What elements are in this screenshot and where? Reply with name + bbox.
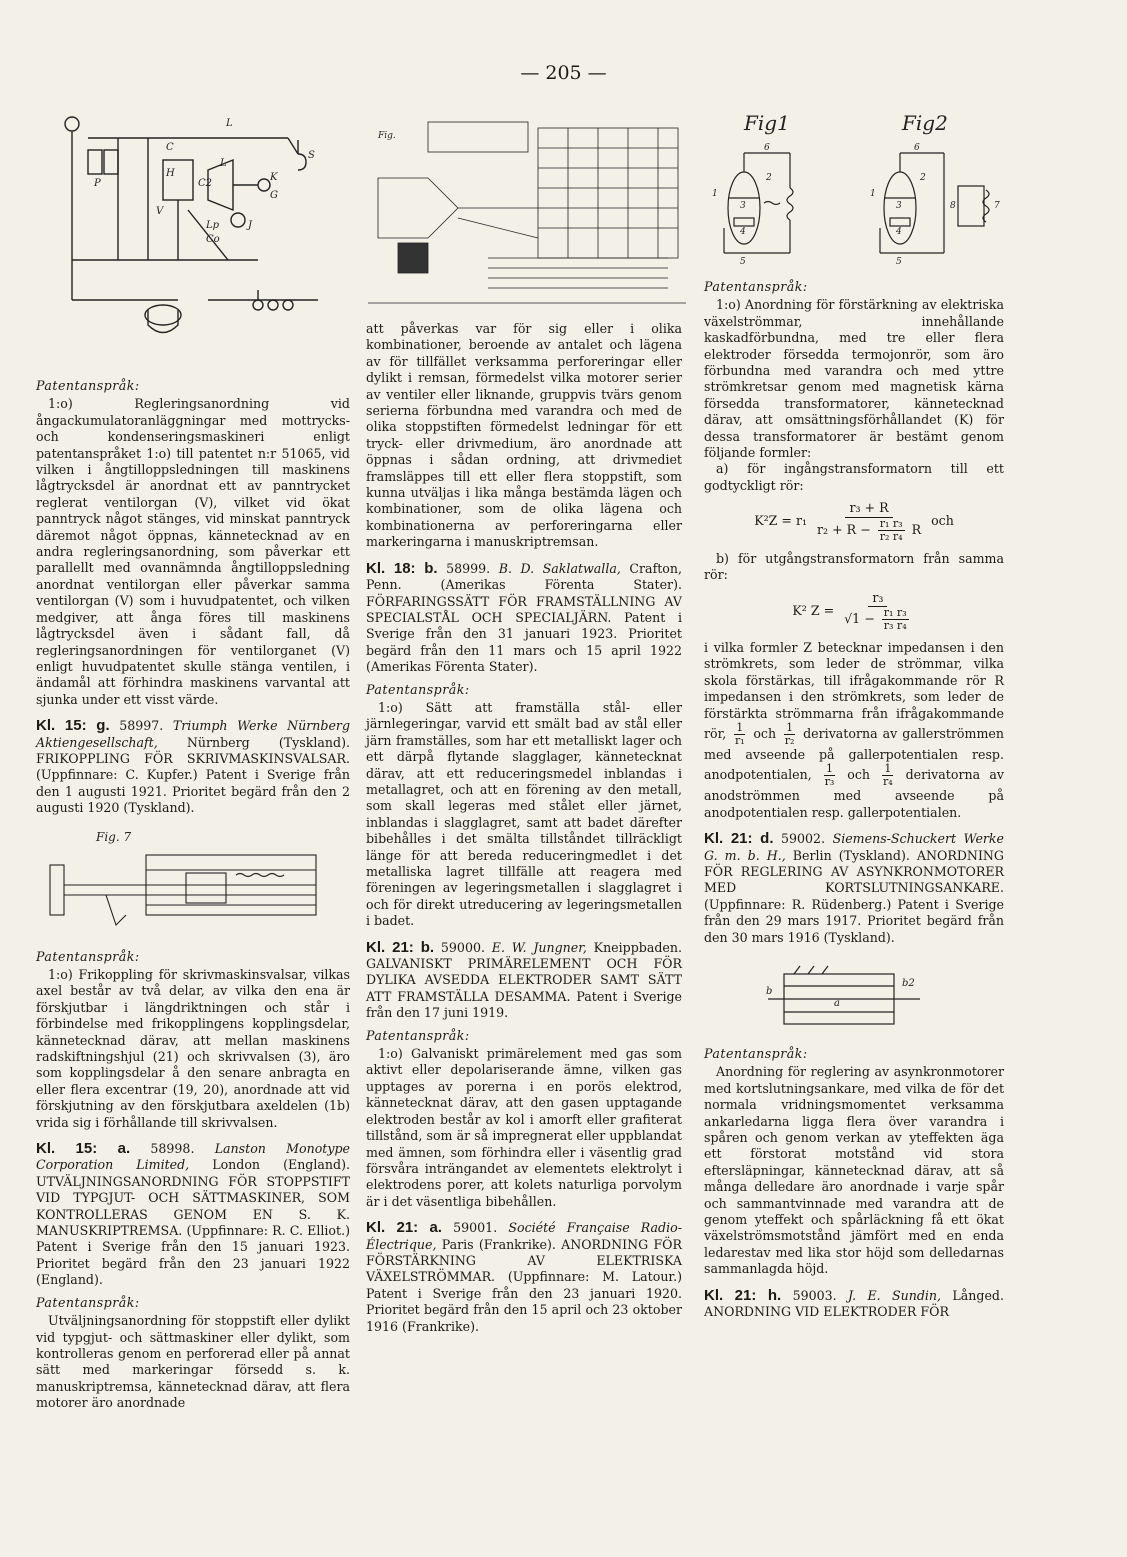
fig1-label-K: K [270,172,278,183]
fig1-num-1: 1 [712,189,718,199]
frac2-den: r₂ [784,733,795,747]
formula-a-R: R [911,521,922,537]
fig7-label: Fig. 7 [96,829,132,844]
frac1-num: 1 [736,720,744,734]
patent-class: Kl. 15: a. [36,1140,131,1158]
fig1-label-L2: L [220,158,227,169]
formula-a-inner-num: r₁ r₃ [879,516,903,530]
frac3-num: 1 [826,762,834,776]
formula-a-fraction [813,500,925,542]
column-1 [36,372,350,1412]
fig1-num-6: 6 [764,143,770,153]
claim-heading: Patentanspråk: [36,948,140,964]
claim-text: 1:o) Anordning för förstärkning av elektriska växelströmmar, innehållande kaskadförbundna, med tre eller flera elektroder försedda termojonrör, som äro förbundna med varandra och med yttre strömkretsar genom med magnetisk kärna försedda transformatorer, kännetecknad därav, att omsättningsförhållandet (K) för dessa transformatorer är bestämt genom följande formler: [704,297,1004,461]
formula-b-denominator [840,607,915,632]
fig1-label-P: P [94,178,101,189]
patent-number: 59000. [440,939,485,955]
fig1-num-5: 5 [740,257,746,266]
patent-applicant: E. W. Jungner, [491,939,587,955]
fig2-num-3: 3 [896,201,902,211]
formula-a-den-left: r₂ + R − [817,521,871,537]
fig1-num-2: 2 [766,173,772,183]
explanation-part-3: derivatorna av anodströmmen med avseende på anodpotentialen resp. gallerpotentialen. [704,767,1004,820]
patent-class: Kl. 21: d. [704,830,774,848]
column-2 [366,321,682,1335]
patent-class: Kl. 18: b. [366,559,438,577]
patent-details: Paris (Frankrike). ANORDNING FÖR FÖRSTÄRKNING AV ELEKTRISKA VÄXELSTRÖMMAR. (Uppfinnare: M. Latour.) Patent i Sverige från den 23 januari 1920. Prioritet begärd från den 15 april och 23 oktober 1916 (Frankrike). [366,1236,682,1334]
fraction-1-r4 [882,763,893,788]
patent-applicant: Siemens-Schuckert Werke G. m. b. H., [704,831,1004,863]
formula-a-intro: a) för ingångstransformatorn till ett godtyckligt rör: [704,461,1004,493]
patent-applicant: B. D. Saklatwalla, [498,560,621,576]
patent-number: 58998. [150,1141,195,1157]
formula-a-inner-fraction [878,518,905,543]
fraction-1-r1 [734,722,745,747]
patent-entry [704,1288,1004,1321]
fig1-label-C: C [166,142,174,153]
fig-rotor-label-b: b [766,986,773,997]
frac1-den: r₁ [734,733,745,747]
fig1-label-Lp: Lp [206,220,220,231]
patent-number: 59001. [453,1220,498,1236]
formula-a-denominator [813,518,925,543]
formula-a-och: och [931,513,954,529]
explanation-part-2: derivatorna av gallerströmmen med avseende på gallerpotentialen resp. anodpotentialen, [704,725,1004,783]
patent-class: Kl. 21: h. [704,1286,782,1304]
fig2-num-8: 8 [950,201,956,211]
fig2-title: Fig2 [902,111,948,135]
fig1-label-G: G [270,190,278,201]
fig2-num-2: 2 [920,173,926,183]
patent-applicant: J. E. Sundin, [848,1287,942,1303]
patent-details: London (England). UTVÄLJNINGSANORDNING FÖR STOPPSTIFT VID TYPGJUT- OCH SÄTTMASKINER, SOM KONTROLLERAS GENOM EN S. K. MANUSKRIPTREMSA. (Uppfinnare: R. C. Elliot.) Patent i Sverige från den 15 januari 1923. Prioritet begärd från den 23 januari 1922 (England). [36,1157,350,1288]
figure-typewriter-coupling [46,825,326,943]
patent-details: Långed. ANORDNING VID ELEKTRODER FÖR [704,1287,1004,1320]
claim-text: 1:o) Galvaniskt primärelement med gas som aktivt eller depolariserande ämne, vilken gas upptages av porerna i en porös elektrod, kännetecknat därav, att den gasen upptagande elektroden består av kol i amorft eller grafiterat tillstånd, som är så impregnerat eller uppblandat med ämnen, som förhindra eller i väsentlig grad försvåra inträngandet av elementets elektrolyt i elektrodens porer, att kolets naturliga porvolym är i det väsentliga bibehållen. [366,1046,682,1209]
frac4-num: 1 [884,762,892,776]
claim-heading: Patentanspråk: [704,279,808,294]
formula-b-lhs: K² Z = [792,602,835,618]
claim-heading: Patentanspråk: [366,681,470,697]
fig2-num-7: 7 [994,201,1000,211]
fig1-label-H: H [166,168,175,179]
formula-b-inner-num: r₁ r₃ [883,605,907,619]
fig1-num-3: 3 [740,201,746,211]
frac3-den: r₃ [824,775,835,789]
formula-b-fraction [840,590,915,632]
fraction-1-r2 [784,722,795,747]
claim-text-continued: att påverkas var för sig eller i olika kombinationer, beroende av antalet och lägena av för tillfället verksamma perforeringar eller dylikt i remsan, förmedelst vilka motorer serier av ventiler eller liknande, gruppvis tvärs genom serierna förbundna med varandra och med de olika stoppstiften förmedelst ledningar för ett tryck- eller drivmedium, äro anordnade att öppnas i sådan ordning, att drivmediet framsläppes till ett eller flera stoppstift, som kunna utväljas i lika många bestämda lägen och kombinationer, som de olika lägena och kombinationerna av perforeringarna eller markeringarna i manuskriptremsan. [366,321,682,550]
fig2-num-5: 5 [896,257,902,266]
patent-number: 58999. [446,560,491,576]
claim-text: Anordning för reglering av asynkronmotorer med kortslutningsankare, med vilka de för det normala vridningsmomentet verksamma ankarledarna ligga flera över varandra i spåren och genom verkan av yteffekten äga ett förstorat motstånd vid stora eftersläpningar, kännetecknad därav, att så många delledare äro anordnade i varje spår och sammantvinnade med varandra att de genom yteffekt och spårläckning få ett ökat växelströmsmotstånd jämfört med en enda ledarestav med lika stor höjd som delledarnas sammanlagda höjd. [704,1064,1004,1277]
patent-applicant: Lanston Monotype Corporation Limited, [36,1141,350,1173]
formula-explanation [704,640,1004,821]
patent-details: Kneippbaden. GALVANISKT PRIMÄRELEMENT OCH FÖR DYLIKA AVSEDDA ELEKTRODER SAMT SÄTT ATT FRAMSTÄLLA DESAMMA. Patent i Sverige från den 17 juni 1919. [366,939,682,1021]
fig1-num-4: 4 [740,227,746,237]
patent-entry [366,940,682,1022]
patent-details: Berlin (Tyskland). ANORDNING FÖR REGLERING AV ASYNKRONMOTORER MED KORTSLUTNINGSANKARE. (Uppfinnare: R. Rüdenberg.) Patent i Sverige från den 29 mars 1917. Prioritet begärd från den 30 mars 1916 (Tyskland). [704,847,1004,945]
column-3 [704,273,1004,1321]
figure-valve-apparatus [368,118,686,312]
formula-b-den: √1 − [844,610,875,626]
explanation-and-2: och [847,767,871,783]
explanation-part-1: i vilka formler Z betecknar impedansen i den strömkrets, som leder de strömmar, vilka skola förstärkas, till ifrågakommande rör R impedansen i den strömkrets, som leder de förstärkta strömmarna från ifrågakommande rör, [704,639,1004,741]
explanation-and: och [753,725,777,741]
patent-number: 59002. [781,831,826,847]
patent-number: 58997. [119,718,164,734]
fig-valve-label: Fig. [378,131,396,141]
formula-b-intro: b) för utgångstransformatorn från samma rör: [704,550,1004,583]
patent-class: Kl. 21: b. [366,938,435,956]
claim-heading: Patentanspråk: [366,1027,470,1043]
patent-class: Kl. 21: a. [366,1219,442,1237]
patent-entry [36,718,350,816]
claim-text: 1:o) Regleringsanordning vid ångackumulatoranläggningar med mottrycks- och kondenseringsmaskineri enligt patentanspråket 1:o) till patentet n:r 51065, vid vilken i ångtilloppsledningen till maskinens lågtrycksdel är anordnat ett av panntrycket reglerat ventilorgan (V), vilket vid ökat panntryck något stänges, vid minskat panntryck däremot något öppnas, kännetecknad av en andra regleringsanordning, som påverkar ett parallellt med ovannämnda ångtilloppsledning anordnat ventilorgan eller påverkar samma ventilorgan (V) som i huvudpatentet, och vilken medgiver, att ånga föres till maskinens lågtrycksdel även i sådant fall, då regleringsanordningen för ventilorganet (V) enligt huvudpatentet skulle stänga ventilen, i ändamål att förhindra maskinens varvantal att sjunka under ett visst värde. [36,396,350,707]
formula-a-numerator: r₃ + R [845,500,892,517]
patent-class: Kl. 15: g. [36,717,110,735]
fig2-num-6: 6 [914,143,920,153]
formula-b [704,590,1004,632]
patent-entry [366,1220,682,1335]
frac2-num: 1 [786,720,794,734]
fig1-label-J: J [248,220,253,231]
claim-heading: Patentanspråk: [36,1294,140,1310]
fig1-label-Co: Co [206,234,220,245]
formula-b-inner-den: r₃ r₄ [883,618,907,632]
formula-a-lhs: K²Z = r₁ [754,513,808,529]
fraction-1-r3 [824,763,835,788]
fig1-label-L: L [226,118,233,129]
claim-text: Utväljningsanordning för stoppstift eller dylikt vid typgjut- och sättmaskiner eller dylikt, som kontrolleras genom en perforerad eller på annat sätt med markeringar försedd s. k. manuskriptremsa, kännetecknad därav, att flera motorer äro anordnade [36,1313,350,1411]
fig2-num-4: 4 [896,227,902,237]
claim-text: 1:o) Sätt att framställa stål- eller järnlegeringar, varvid ett smält bad av stål eller järn framställes, som har ett metalliskt lager och ett därpå flytande slagglager, kännetecknat därav, att ett reduceringsmedel inblandas i metallagret, och att en förening av den metall, som skall legeras med stålet eller järnet, inblandas i slagglagret, samt att badet därefter bibehålles i det smälta tillståndet tillräckligt länge för att bereda reduceringmedlet i det metalliska lagret tillfälle att reagera med föreningen av legeringsmetallen i slagglagret i och för direkt utreducering av legeringsmetallen i badet. [366,699,682,929]
patent-details: Crafton, Penn. (Amerikas Förenta Stater). FÖRFARINGSSÄTT FÖR FRAMSTÄLLNING AV SPECIALSTÅL OCH SPECIALJÄRN. Patent i Sverige från den 31 januari 1923. Prioritet begärd från den 11 mars och 15 april 1922 (Amerikas Förenta Stater). [366,560,682,675]
patent-applicant: Société Française Radio-Électrique, [366,1220,682,1252]
page-number: — 205 — [520,62,607,84]
patent-entry [704,831,1004,946]
formula-b-inner-fraction [882,607,909,632]
patent-entry [366,561,682,676]
claim-heading: Patentanspråk: [36,378,140,393]
formula-a [704,500,1004,542]
patent-applicant: Triumph Werke Nürnberg Aktiengesellschaft, [36,718,351,750]
formula-b-numerator: r₃ [868,590,887,607]
claim-heading: Patentanspråk: [704,1046,808,1061]
fig1-label-V: V [156,206,164,217]
figure-amplifier-circuits [704,108,1004,266]
fig1-label-S: S [308,150,315,161]
figure-regulating-system [58,110,358,340]
patent-details: Nürnberg (Tyskland). FRIKOPPLING FÖR SKRIVMASKINSVALSAR. (Uppfinnare: C. Kupfer.) Patent i Sverige från den 1 augusti 1921. Prioritet begärd från den 2 augusti 1920 (Tyskland). [36,734,350,816]
fig1-label-C2: C2 [198,178,213,189]
fig-rotor-label-b2: b2 [902,978,915,989]
figure-rotor-slot [764,956,924,1040]
formula-a-inner-den: r₂ r₄ [879,529,903,543]
fig-rotor-label-a: a [834,998,840,1009]
fig2-num-1: 1 [870,189,876,199]
fig1-title: Fig1 [744,111,790,135]
frac4-den: r₄ [882,775,893,789]
patent-entry [36,1141,350,1289]
claim-text: 1:o) Frikoppling för skrivmaskinsvalsar, vilkas axel består av två delar, av vilka den ena är förskjutbar i längdriktningen och står i förbindelse med frikopplingens kopplingsdelar, kännetecknad därav, att mellan maskinens radskiftningshjul (21) och skrivvalsen (3), äro som kopplingsdelar å den senare anbragta en eller flera excentrar (19, 20), anordnade att vid förskjutning av den förskjutbara axeldelen (1b) vrida sig i förhållande till skrivvalsen. [36,966,350,1130]
patent-number: 59003. [792,1287,837,1303]
